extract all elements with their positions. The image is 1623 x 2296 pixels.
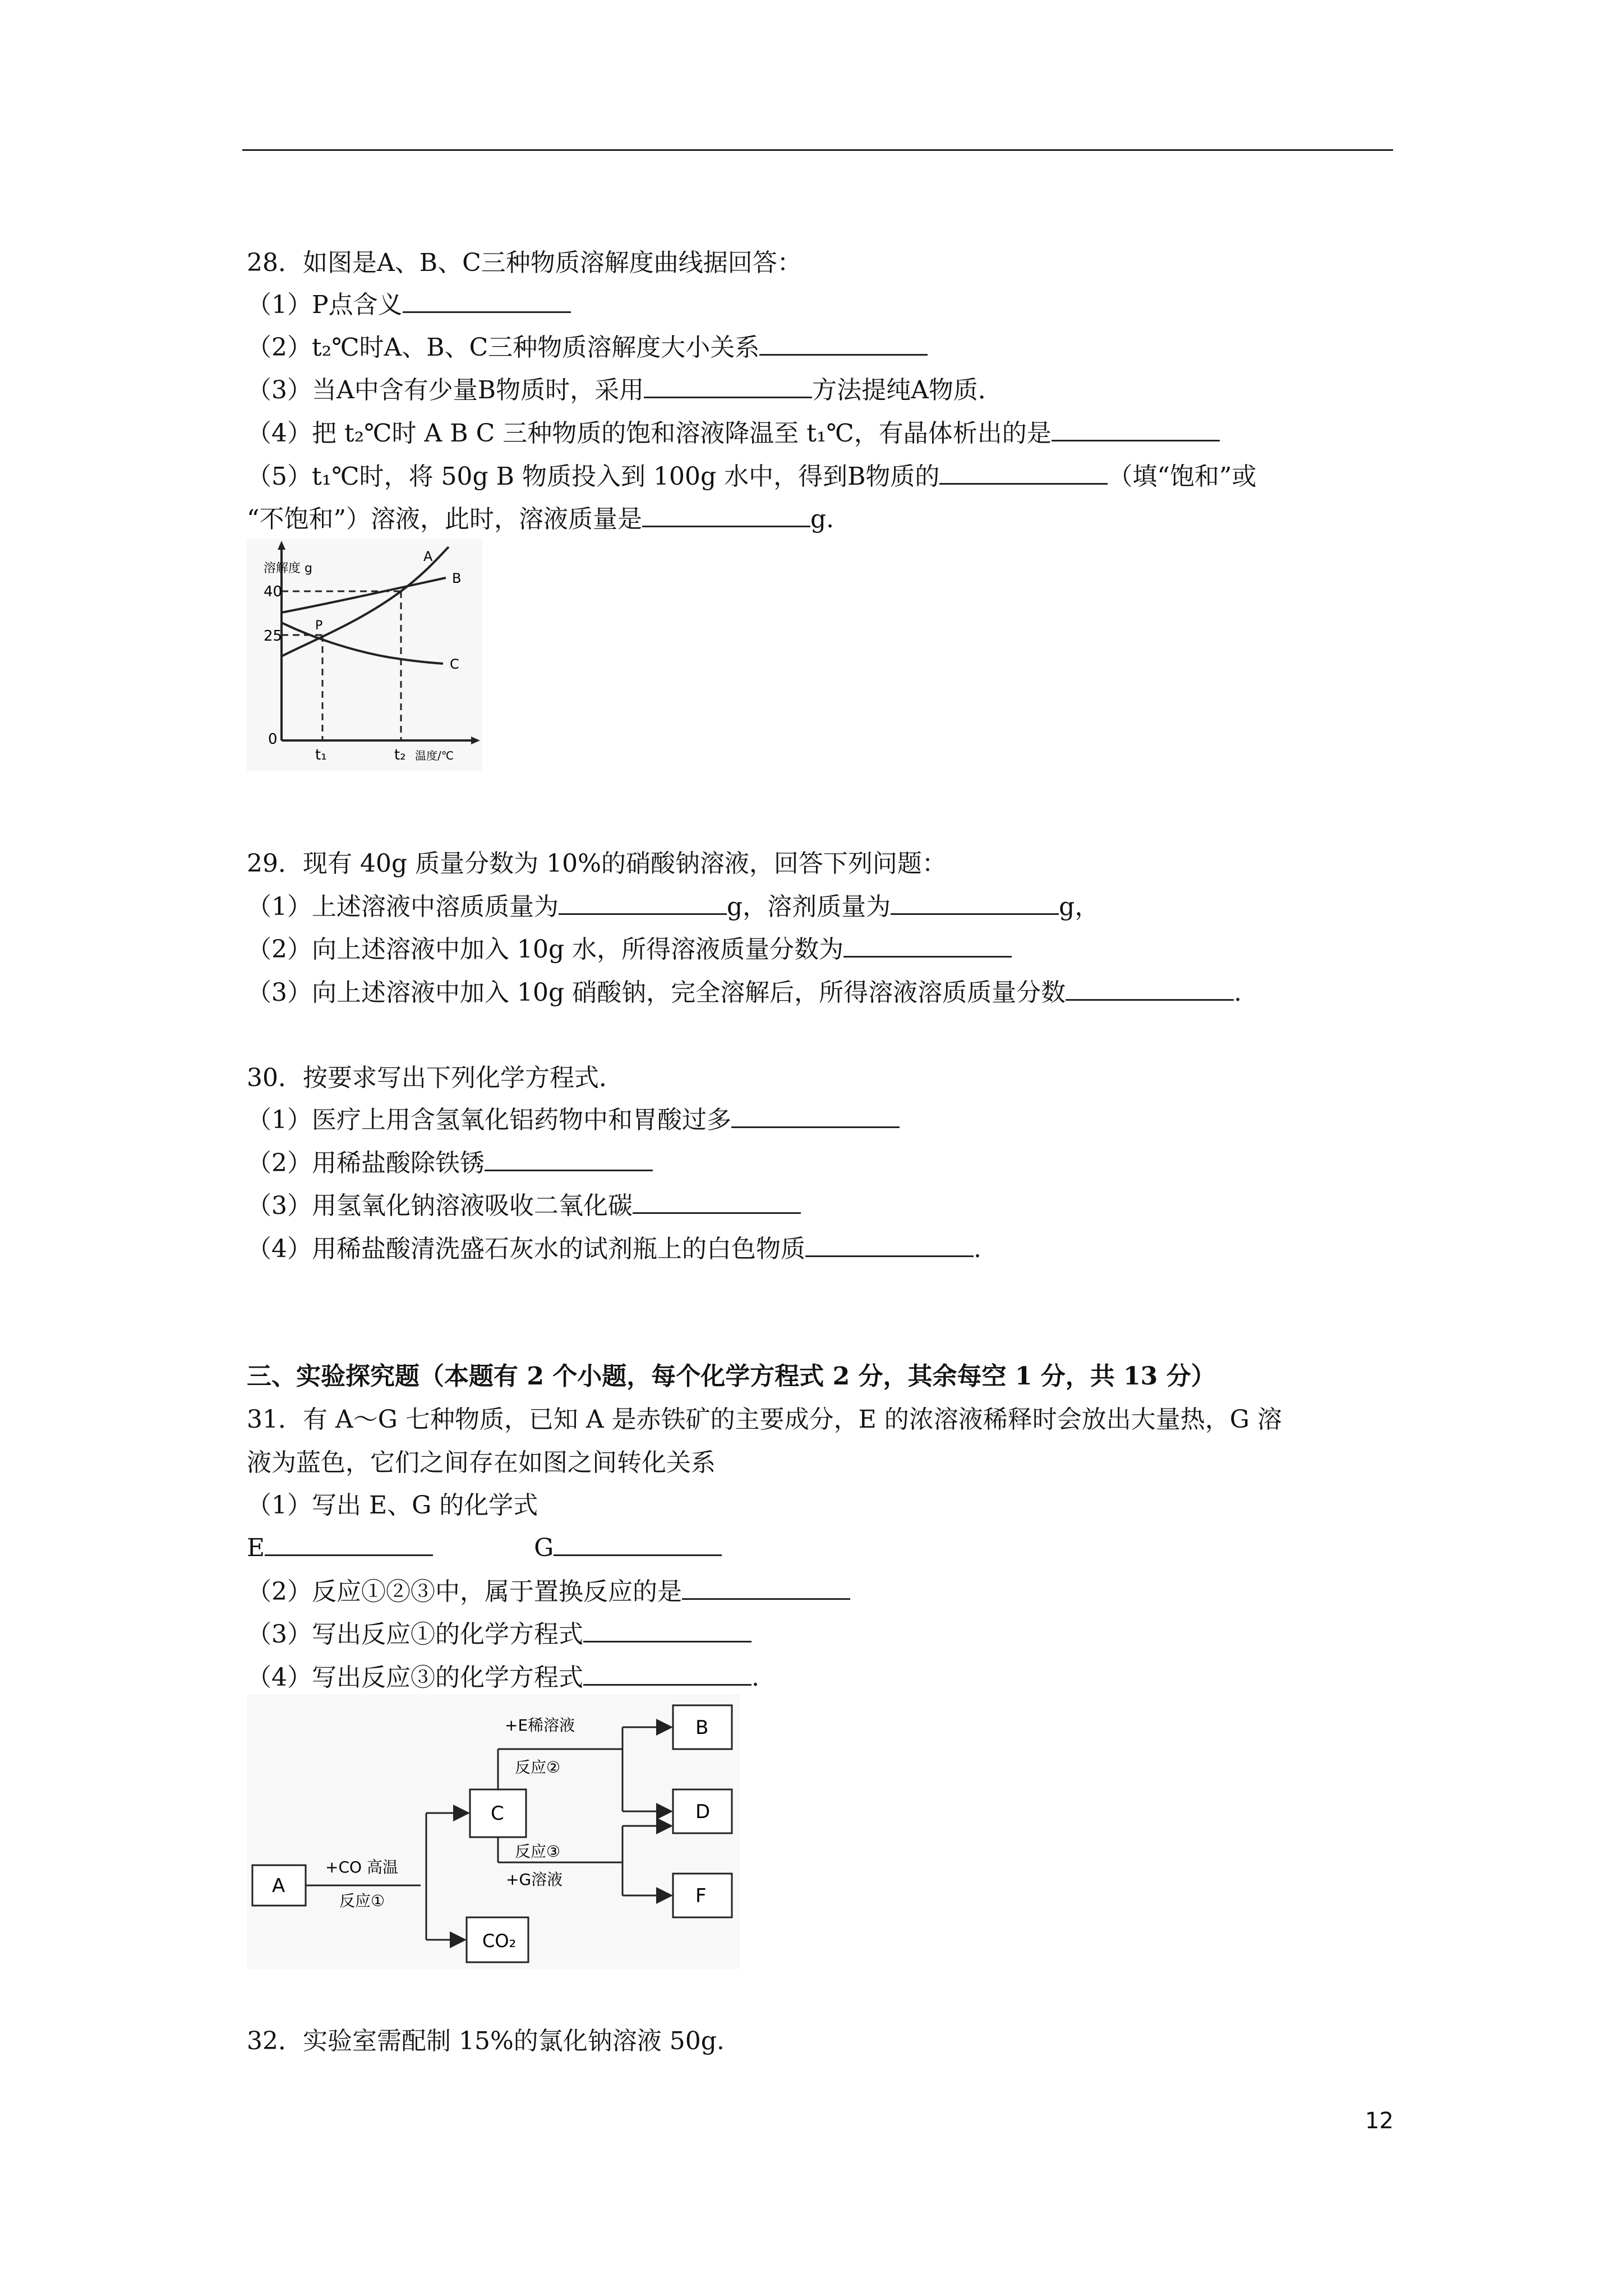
answer-blank-e[interactable] — [265, 1533, 433, 1556]
answer-blank[interactable] — [843, 935, 1012, 958]
q30-part1: （1）医疗上用含氢氧化铝药物中和胃酸过多 — [247, 1105, 900, 1136]
reaction-1-condition: +CO 高温 — [325, 1858, 398, 1876]
answer-blank[interactable] — [485, 1148, 653, 1171]
q31-stem: 31．有 A～G 七种物质，已知 A 是赤铁矿的主要成分，E 的浓溶液稀释时会放出大量热，G 溶 — [247, 1405, 1282, 1434]
q31-part4: （4）写出反应③的化学方程式 . — [247, 1663, 759, 1692]
answer-blank[interactable] — [583, 1619, 751, 1642]
reaction-diagram — [247, 1694, 740, 1969]
q31-part1-blanks: E G — [247, 1533, 722, 1564]
q28-part5: （5）t₁℃时，将 50g B 物质投入到 100g 水中，得到B物质的 （填“饱和”或 — [247, 462, 1257, 491]
solubility-chart — [247, 539, 482, 771]
y-tick-label-0: 0 — [268, 731, 278, 748]
reaction-3-label: 反应③ — [515, 1842, 561, 1861]
answer-blank[interactable] — [583, 1663, 751, 1686]
answer-blank[interactable] — [633, 1191, 801, 1214]
q32-stem: 32．实验室需配制 15%的氯化钠溶液 50g. — [247, 2027, 725, 2055]
q31-part1: （1）写出 E、G 的化学式 — [247, 1491, 538, 1520]
x-tick-label-t1: t₁ — [315, 747, 327, 763]
answer-blank[interactable] — [939, 462, 1108, 485]
answer-blank[interactable] — [1066, 978, 1234, 1001]
reaction-1-label: 反应① — [339, 1892, 385, 1910]
section-3-heading: 三、实验探究题（本题有 2 个小题，每个化学方程式 2 分，其余每空 1 分，共 13 分） — [247, 1362, 1216, 1391]
q29-part1: （1）上述溶液中溶质质量为 g，溶剂质量为 g， — [247, 892, 1100, 921]
q28-part1: （1）P点含义 — [247, 289, 571, 321]
node-F-label: F — [695, 1885, 707, 1907]
q28-part4: （4）把 t₂℃时 A B C 三种物质的饱和溶液降温至 t₁℃，有晶体析出的是 — [247, 418, 1220, 449]
q31-part2: （2）反应①②③中，属于置换反应的是 — [247, 1576, 850, 1608]
q29-part3: （3）向上述溶液中加入 10g 硝酸钠，完全溶解后，所得溶液溶质质量分数 . — [247, 978, 1242, 1007]
header-rule — [242, 149, 1393, 151]
answer-blank[interactable] — [682, 1577, 850, 1600]
answer-blank[interactable] — [805, 1234, 974, 1257]
q30-part4: （4）用稀盐酸清洗盛石灰水的试剂瓶上的白色物质 . — [247, 1235, 981, 1263]
q28-part3: （3）当A中含有少量B物质时，采用 方法提纯A物质． — [247, 376, 1003, 404]
series-label-A: A — [423, 549, 433, 564]
point-label-P: P — [315, 619, 323, 633]
page-number: 12 — [1365, 2108, 1394, 2134]
q30-part2: （2）用稀盐酸除铁锈 — [247, 1148, 653, 1179]
answer-blank[interactable] — [759, 333, 928, 356]
answer-blank[interactable] — [1052, 418, 1220, 441]
answer-blank[interactable] — [644, 375, 812, 398]
series-label-B: B — [452, 570, 462, 586]
series-label-C: C — [450, 656, 459, 672]
q28-stem: 28．如图是A、B、C三种物质溶解度曲线据回答： — [247, 249, 802, 277]
node-C-label: C — [491, 1802, 504, 1825]
q31-stem-cont: 液为蓝色，它们之间存在如图之间转化关系 — [247, 1448, 716, 1477]
reaction-3-condition: +G溶液 — [506, 1870, 563, 1889]
q29-stem: 29．现有 40g 质量分数为 10%的硝酸钠溶液，回答下列问题： — [247, 849, 947, 878]
q30-part3: （3）用氢氧化钠溶液吸收二氧化碳 — [247, 1190, 801, 1222]
answer-blank-g[interactable] — [554, 1533, 722, 1556]
answer-blank[interactable] — [559, 892, 727, 915]
node-B-label: B — [695, 1717, 709, 1739]
q29-part2: （2）向上述溶液中加入 10g 水，所得溶液质量分数为 — [247, 934, 1012, 965]
node-D-label: D — [695, 1801, 711, 1823]
y-axis-label: 溶解度 g — [264, 562, 312, 576]
answer-blank[interactable] — [642, 504, 810, 527]
reaction-2-label: 反应② — [515, 1758, 561, 1777]
answer-blank[interactable] — [403, 290, 571, 313]
x-axis-label: 温度/℃ — [415, 749, 454, 762]
reaction-2-condition: +E稀溶液 — [505, 1716, 575, 1734]
q31-part3: （3）写出反应①的化学方程式 — [247, 1619, 751, 1650]
node-A-label: A — [272, 1875, 285, 1897]
x-tick-label-t2: t₂ — [394, 747, 406, 763]
y-tick-label-25: 25 — [264, 628, 283, 645]
q30-stem: 30．按要求写出下列化学方程式． — [247, 1064, 624, 1092]
q28-part5-cont: “不饱和”）溶液，此时，溶液质量是 g. — [247, 505, 834, 533]
y-tick-label-40: 40 — [264, 583, 283, 600]
answer-blank[interactable] — [891, 892, 1059, 915]
node-CO2-label: CO₂ — [482, 1930, 517, 1952]
q28-part2: （2）t₂℃时A、B、C三种物质溶解度大小关系 — [247, 332, 928, 364]
answer-blank[interactable] — [731, 1105, 900, 1128]
